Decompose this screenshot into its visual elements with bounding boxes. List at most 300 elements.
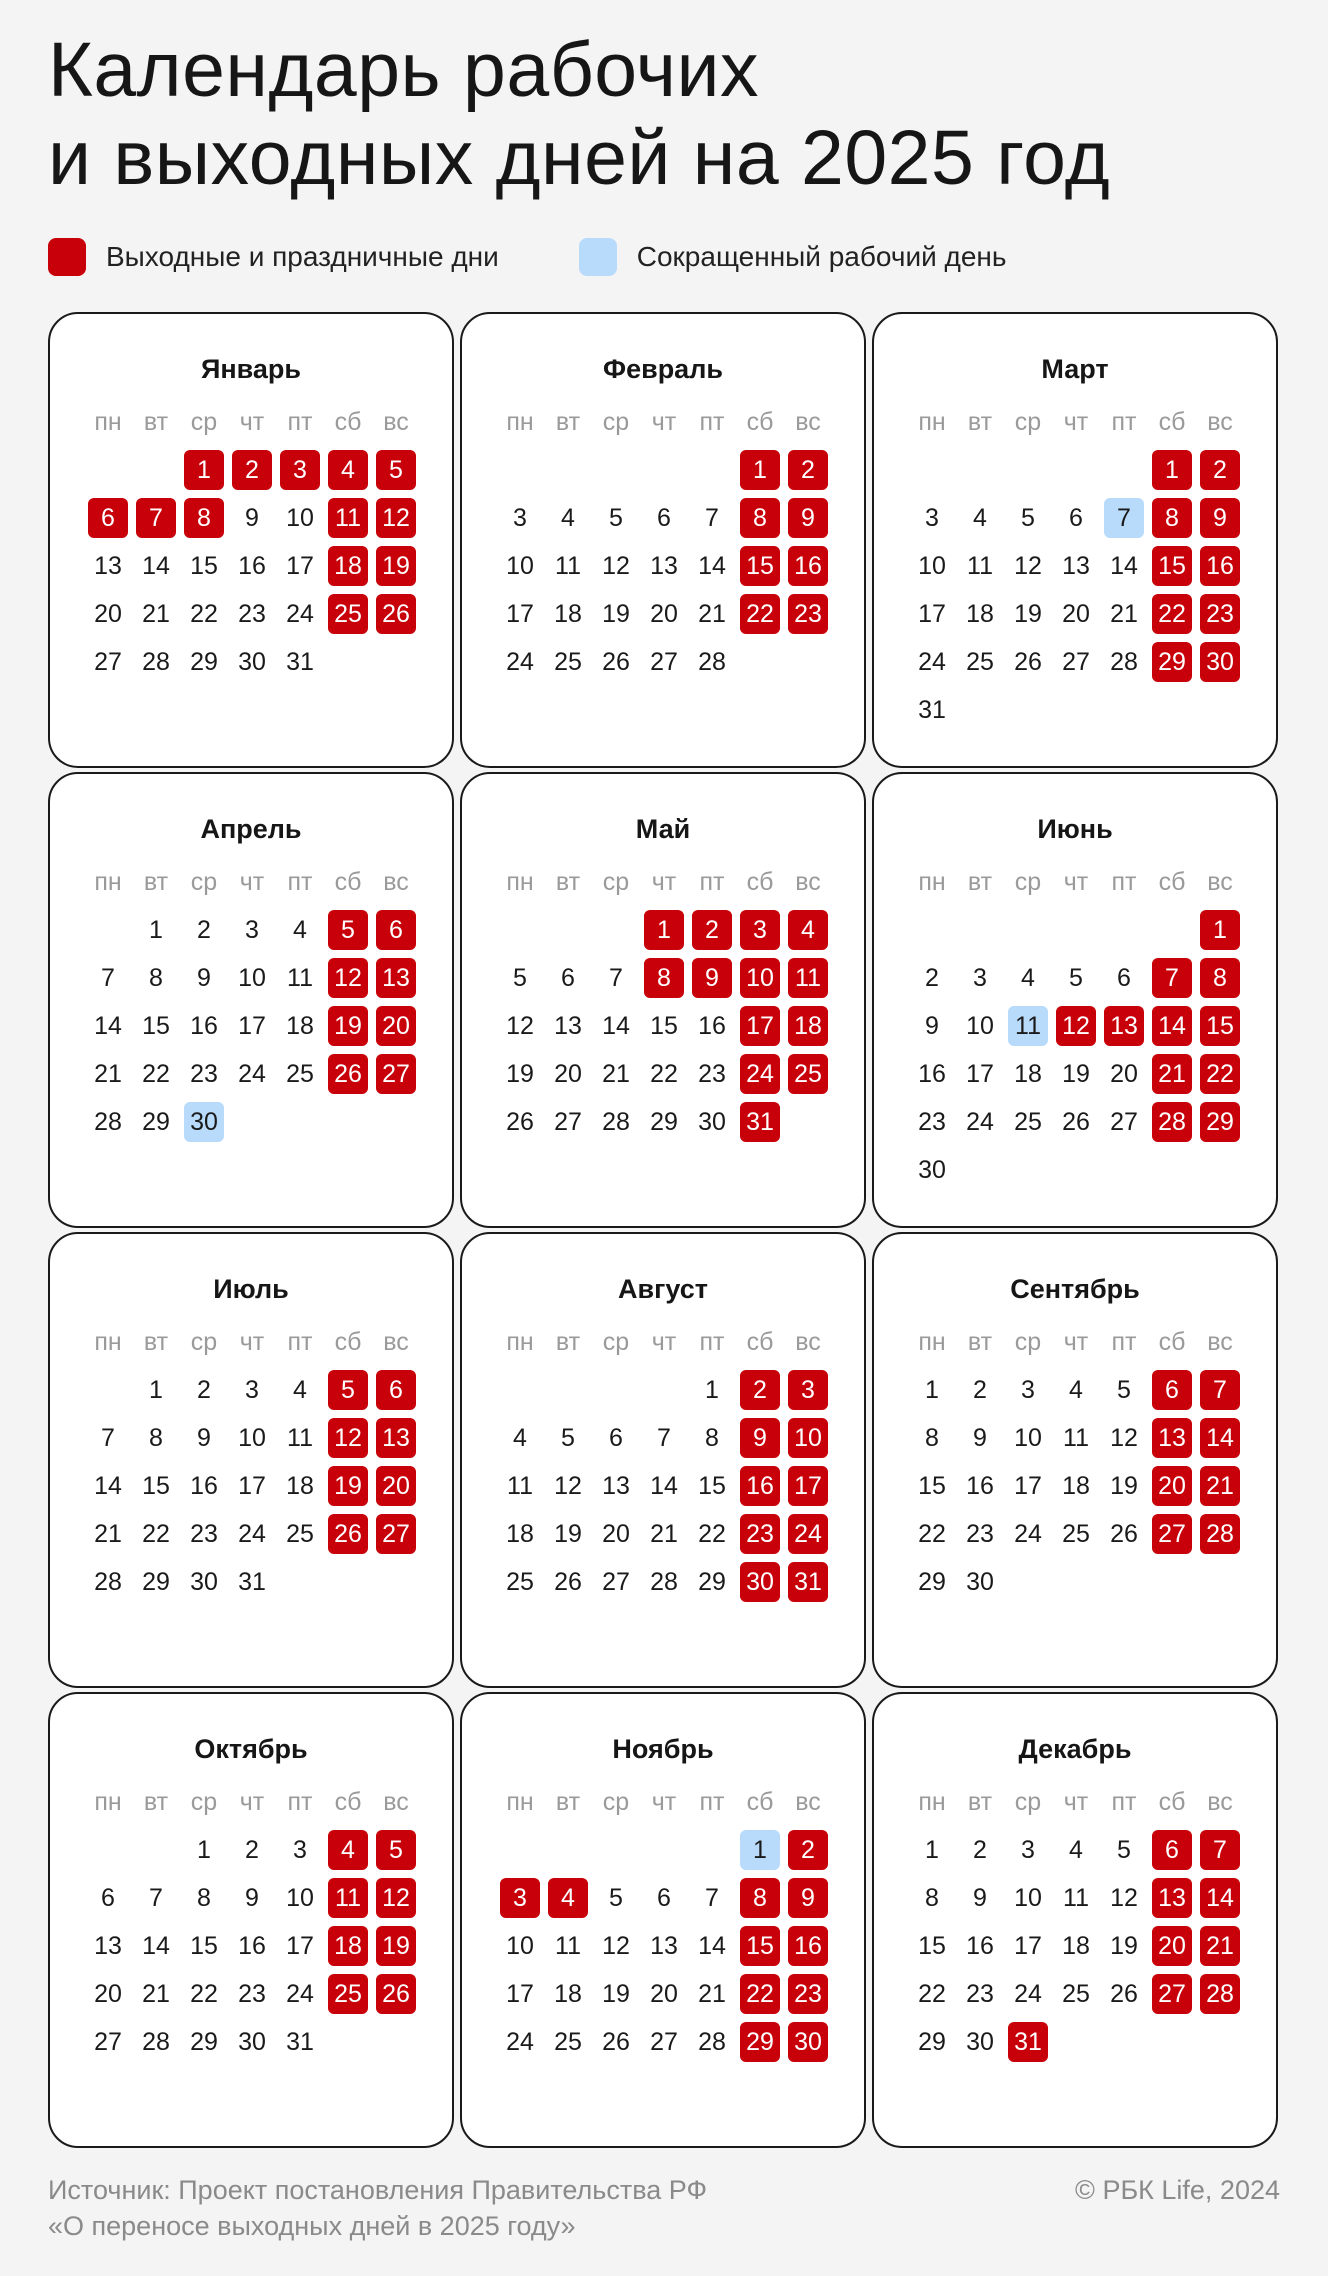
- day-number: 17: [286, 1932, 314, 1960]
- day-number: 17: [506, 600, 534, 628]
- holiday-day-cell: [324, 906, 372, 954]
- weekday-label: пн: [918, 1328, 946, 1356]
- day-cell: [688, 1002, 736, 1050]
- day-number: 7: [657, 1424, 671, 1452]
- day-number: 18: [554, 600, 582, 628]
- day-cell: [228, 1922, 276, 1970]
- holiday-day-cell: [1148, 1414, 1196, 1462]
- day-cell: [132, 1098, 180, 1146]
- day-cell: [84, 1414, 132, 1462]
- day-number: 5: [561, 1424, 575, 1452]
- day-cell: [228, 1510, 276, 1558]
- holiday-day-cell: [1148, 1874, 1196, 1922]
- empty-cell: [132, 1826, 180, 1874]
- day-number: 27: [554, 1108, 582, 1136]
- day-number: 30: [238, 2028, 266, 2056]
- title-line-2: и выходных дней на 2025 год: [48, 115, 1111, 201]
- day-cell: [228, 954, 276, 1002]
- empty-cell: [1100, 906, 1148, 954]
- day-number: 21: [94, 1520, 122, 1548]
- day-number: 22: [190, 600, 218, 628]
- day-number: 2: [925, 964, 939, 992]
- day-number: 5: [513, 964, 527, 992]
- day-cell: [592, 1510, 640, 1558]
- days-grid: [496, 398, 864, 686]
- holiday-day-cell: [736, 906, 784, 954]
- day-cell: [544, 1922, 592, 1970]
- day-cell: [956, 954, 1004, 1002]
- day-number: 30: [966, 2028, 994, 2056]
- day-number: 18: [328, 546, 368, 586]
- day-number: 29: [698, 1568, 726, 1596]
- day-cell: [640, 1922, 688, 1970]
- empty-cell: [1004, 906, 1052, 954]
- day-number: 24: [238, 1520, 266, 1548]
- day-number: 20: [376, 1006, 416, 1046]
- day-cell: [1100, 1366, 1148, 1414]
- day-number: 11: [967, 552, 993, 580]
- day-cell: [688, 1510, 736, 1558]
- day-cell: [592, 638, 640, 686]
- days-grid: [84, 1778, 452, 2066]
- day-number: 23: [918, 1108, 946, 1136]
- day-number: 25: [554, 648, 582, 676]
- holiday-day-cell: [736, 954, 784, 1002]
- day-number: 1: [1200, 910, 1240, 950]
- day-number: 5: [1117, 1376, 1131, 1404]
- day-cell: [180, 906, 228, 954]
- title-line-1: Календарь рабочих: [48, 27, 760, 113]
- day-cell: [544, 954, 592, 1002]
- day-number: 17: [966, 1060, 994, 1088]
- day-cell: [544, 1510, 592, 1558]
- day-cell: [592, 1462, 640, 1510]
- day-number: 15: [142, 1472, 170, 1500]
- holiday-day-cell: [372, 1414, 420, 1462]
- day-number: 24: [918, 648, 946, 676]
- day-cell: [1052, 1462, 1100, 1510]
- holiday-day-cell: [784, 1874, 832, 1922]
- day-number: 15: [1152, 546, 1192, 586]
- holiday-day-cell: [1148, 1922, 1196, 1970]
- day-number: 23: [740, 1514, 780, 1554]
- weekday-label: сб: [334, 1328, 362, 1356]
- month-name: Январь: [200, 354, 302, 384]
- holiday-day-cell: [1196, 1826, 1244, 1874]
- day-cell: [640, 1462, 688, 1510]
- day-number: 8: [149, 964, 163, 992]
- day-cell: [908, 1462, 956, 1510]
- short-day-cell: [1100, 494, 1148, 542]
- day-number: 27: [1062, 648, 1090, 676]
- day-cell: [84, 1558, 132, 1606]
- empty-cell: [496, 1366, 544, 1414]
- weekday-label: чт: [651, 1328, 677, 1356]
- day-number: 1: [925, 1836, 939, 1864]
- day-cell: [228, 2018, 276, 2066]
- day-number: 16: [190, 1472, 218, 1500]
- day-cell: [544, 542, 592, 590]
- holiday-day-cell: [1148, 494, 1196, 542]
- day-number: 9: [740, 1418, 780, 1458]
- holiday-day-cell: [784, 954, 832, 1002]
- day-cell: [544, 1098, 592, 1146]
- day-cell: [1052, 494, 1100, 542]
- day-number: 21: [142, 600, 170, 628]
- day-number: 23: [238, 1980, 266, 2008]
- day-cell: [956, 542, 1004, 590]
- day-number: 14: [1200, 1418, 1240, 1458]
- weekday-label: вт: [967, 1788, 993, 1816]
- day-number: 28: [94, 1568, 122, 1596]
- day-number: 28: [1200, 1514, 1240, 1554]
- day-number: 24: [238, 1060, 266, 1088]
- holiday-swatch: [48, 238, 86, 276]
- day-number: 31: [788, 1562, 828, 1602]
- day-cell: [544, 1414, 592, 1462]
- holiday-day-cell: [1196, 954, 1244, 1002]
- day-number: 16: [740, 1466, 780, 1506]
- day-number: 9: [197, 964, 211, 992]
- weekday-label: вт: [555, 408, 581, 436]
- day-number: 1: [644, 910, 684, 950]
- weekday-label: вт: [555, 1328, 581, 1356]
- holiday-day-cell: [784, 1922, 832, 1970]
- day-number: 21: [698, 1980, 726, 2008]
- day-number: 20: [602, 1520, 630, 1548]
- day-cell: [956, 1366, 1004, 1414]
- weekday-label: сб: [746, 868, 774, 896]
- day-number: 7: [101, 1424, 115, 1452]
- empty-cell: [956, 446, 1004, 494]
- weekday-label: сб: [334, 1788, 362, 1816]
- holiday-day-cell: [1148, 638, 1196, 686]
- month-name: Июль: [213, 1274, 289, 1304]
- day-number: 19: [328, 1006, 368, 1046]
- weekday-label: сб: [746, 408, 774, 436]
- day-number: 25: [286, 1520, 314, 1548]
- day-cell: [956, 1050, 1004, 1098]
- day-number: 3: [500, 1878, 540, 1918]
- holiday-day-cell: [324, 1510, 372, 1558]
- day-cell: [228, 542, 276, 590]
- day-number: 17: [740, 1006, 780, 1046]
- day-cell: [908, 1098, 956, 1146]
- weekday-label: ср: [190, 408, 218, 436]
- holiday-day-cell: [1196, 906, 1244, 954]
- day-cell: [132, 542, 180, 590]
- day-cell: [688, 1414, 736, 1462]
- weekday-label: пт: [699, 868, 725, 896]
- holiday-day-cell: [736, 494, 784, 542]
- month-card: [872, 312, 1278, 768]
- day-number: 4: [788, 910, 828, 950]
- day-number: 23: [698, 1060, 726, 1088]
- weekday-label: вс: [795, 1788, 821, 1816]
- day-number: 6: [609, 1424, 623, 1452]
- day-cell: [84, 2018, 132, 2066]
- day-number: 5: [1021, 504, 1035, 532]
- day-number: 14: [602, 1012, 630, 1040]
- day-number: 30: [190, 1568, 218, 1596]
- day-cell: [496, 494, 544, 542]
- day-number: 26: [554, 1568, 582, 1596]
- month-card: [48, 1692, 454, 2148]
- day-number: 13: [650, 1932, 678, 1960]
- empty-cell: [640, 1826, 688, 1874]
- day-cell: [496, 954, 544, 1002]
- day-cell: [544, 494, 592, 542]
- day-cell: [908, 542, 956, 590]
- day-number: 6: [561, 964, 575, 992]
- day-number: 28: [1200, 1974, 1240, 2014]
- holiday-day-cell: [736, 1874, 784, 1922]
- holiday-day-cell: [372, 590, 420, 638]
- day-cell: [640, 1002, 688, 1050]
- holiday-day-cell: [324, 1874, 372, 1922]
- month-name: Сентябрь: [1010, 1274, 1140, 1304]
- day-cell: [84, 954, 132, 1002]
- day-number: 15: [698, 1472, 726, 1500]
- day-number: 8: [149, 1424, 163, 1452]
- empty-cell: [908, 906, 956, 954]
- holiday-day-cell: [372, 446, 420, 494]
- day-cell: [956, 1510, 1004, 1558]
- day-number: 18: [1062, 1472, 1090, 1500]
- empty-cell: [84, 1366, 132, 1414]
- day-cell: [276, 1510, 324, 1558]
- day-number: 31: [918, 696, 946, 724]
- day-number: 14: [1200, 1878, 1240, 1918]
- day-number: 25: [788, 1054, 828, 1094]
- holiday-day-cell: [372, 1366, 420, 1414]
- day-number: 8: [197, 1884, 211, 1912]
- day-number: 10: [506, 552, 534, 580]
- day-cell: [276, 1366, 324, 1414]
- holiday-day-cell: [1148, 542, 1196, 590]
- holiday-day-cell: [324, 542, 372, 590]
- day-number: 22: [918, 1520, 946, 1548]
- day-number: 25: [1014, 1108, 1042, 1136]
- weekday-label: вс: [1207, 868, 1233, 896]
- day-number: 26: [506, 1108, 534, 1136]
- weekday-label: пн: [506, 1328, 534, 1356]
- day-number: 27: [1152, 1974, 1192, 2014]
- empty-cell: [84, 906, 132, 954]
- day-number: 30: [238, 648, 266, 676]
- day-number: 10: [1014, 1884, 1042, 1912]
- day-cell: [640, 638, 688, 686]
- day-number: 29: [142, 1568, 170, 1596]
- day-cell: [180, 590, 228, 638]
- day-number: 26: [328, 1054, 368, 1094]
- holiday-day-cell: [784, 590, 832, 638]
- day-cell: [228, 1970, 276, 2018]
- days-grid: [84, 858, 452, 1146]
- holiday-day-cell: [1196, 494, 1244, 542]
- day-number: 2: [1200, 450, 1240, 490]
- day-cell: [496, 2018, 544, 2066]
- day-number: 14: [142, 552, 170, 580]
- day-cell: [688, 1050, 736, 1098]
- day-number: 23: [966, 1980, 994, 2008]
- day-cell: [228, 1558, 276, 1606]
- day-number: 29: [190, 648, 218, 676]
- day-cell: [1052, 1826, 1100, 1874]
- holiday-day-cell: [1148, 954, 1196, 1002]
- day-number: 11: [287, 1424, 313, 1452]
- day-number: 31: [286, 648, 314, 676]
- day-number: 15: [918, 1472, 946, 1500]
- holiday-day-cell: [496, 1874, 544, 1922]
- empty-cell: [544, 446, 592, 494]
- holiday-day-cell: [372, 542, 420, 590]
- holiday-day-cell: [1100, 1002, 1148, 1050]
- day-number: 26: [328, 1514, 368, 1554]
- day-cell: [956, 1970, 1004, 2018]
- day-cell: [180, 954, 228, 1002]
- day-number: 8: [740, 498, 780, 538]
- day-number: 12: [376, 498, 416, 538]
- day-number: 5: [1117, 1836, 1131, 1864]
- empty-cell: [688, 446, 736, 494]
- day-number: 27: [650, 2028, 678, 2056]
- month-card: [460, 1232, 866, 1688]
- day-number: 9: [973, 1424, 987, 1452]
- weekday-label: чт: [239, 1328, 265, 1356]
- day-number: 18: [328, 1926, 368, 1966]
- month-name: Май: [635, 814, 691, 844]
- day-number: 29: [142, 1108, 170, 1136]
- weekday-label: вт: [143, 1788, 169, 1816]
- day-number: 26: [602, 648, 630, 676]
- day-number: 11: [788, 958, 828, 998]
- day-number: 19: [376, 546, 416, 586]
- day-number: 26: [376, 1974, 416, 2014]
- day-cell: [276, 494, 324, 542]
- day-number: 28: [1110, 648, 1138, 676]
- day-number: 23: [788, 1974, 828, 2014]
- day-cell: [956, 1922, 1004, 1970]
- source-line-2: «О переносе выходных дней в 2025 году»: [48, 2211, 576, 2241]
- day-cell: [1004, 1874, 1052, 1922]
- day-number: 21: [1200, 1466, 1240, 1506]
- day-number: 1: [925, 1376, 939, 1404]
- holiday-day-cell: [372, 1050, 420, 1098]
- day-number: 6: [1152, 1370, 1192, 1410]
- day-cell: [84, 1002, 132, 1050]
- day-cell: [592, 1098, 640, 1146]
- day-cell: [908, 1050, 956, 1098]
- holiday-day-cell: [736, 1414, 784, 1462]
- legend-holiday-label: Выходные и праздничные дни: [106, 241, 499, 272]
- day-cell: [1052, 590, 1100, 638]
- holiday-day-cell: [784, 494, 832, 542]
- day-number: 1: [197, 1836, 211, 1864]
- day-cell: [496, 1050, 544, 1098]
- day-number: 9: [245, 1884, 259, 1912]
- weekday-label: чт: [239, 1788, 265, 1816]
- day-number: 2: [197, 1376, 211, 1404]
- day-number: 15: [918, 1932, 946, 1960]
- legend-short-label: Сокращенный рабочий день: [636, 241, 1007, 272]
- day-cell: [1100, 1414, 1148, 1462]
- day-number: 17: [918, 600, 946, 628]
- day-number: 3: [740, 910, 780, 950]
- day-cell: [592, 1970, 640, 2018]
- day-number: 16: [190, 1012, 218, 1040]
- day-number: 19: [506, 1060, 534, 1088]
- holiday-day-cell: [784, 1826, 832, 1874]
- page-title: [48, 26, 1110, 202]
- day-number: 11: [555, 552, 581, 580]
- weekday-label: вт: [143, 408, 169, 436]
- day-cell: [180, 1414, 228, 1462]
- day-number: 22: [142, 1520, 170, 1548]
- holiday-day-cell: [1148, 1970, 1196, 2018]
- day-number: 10: [286, 1884, 314, 1912]
- day-number: 16: [1200, 546, 1240, 586]
- day-number: 24: [286, 600, 314, 628]
- holiday-day-cell: [784, 2018, 832, 2066]
- weekday-label: вт: [143, 868, 169, 896]
- day-number: 14: [94, 1012, 122, 1040]
- day-number: 8: [184, 498, 224, 538]
- holiday-day-cell: [132, 494, 180, 542]
- day-number: 3: [1021, 1836, 1035, 1864]
- day-number: 11: [555, 1932, 581, 1960]
- day-cell: [276, 1002, 324, 1050]
- weekday-label: вс: [1207, 1328, 1233, 1356]
- holiday-day-cell: [1196, 1050, 1244, 1098]
- day-number: 12: [328, 1418, 368, 1458]
- calendar-grid: [48, 312, 1278, 2148]
- day-number: 12: [602, 552, 630, 580]
- day-number: 1: [149, 1376, 163, 1404]
- day-cell: [544, 1558, 592, 1606]
- day-number: 21: [1152, 1054, 1192, 1094]
- weekday-label: ср: [190, 1788, 218, 1816]
- day-cell: [132, 1462, 180, 1510]
- day-number: 22: [1152, 594, 1192, 634]
- day-number: 19: [1110, 1472, 1138, 1500]
- holiday-day-cell: [372, 906, 420, 954]
- day-number: 18: [506, 1520, 534, 1548]
- day-number: 22: [740, 594, 780, 634]
- day-cell: [228, 590, 276, 638]
- holiday-day-cell: [736, 2018, 784, 2066]
- day-number: 30: [1200, 642, 1240, 682]
- weekday-label: вс: [795, 408, 821, 436]
- holiday-day-cell: [1148, 1510, 1196, 1558]
- holiday-day-cell: [1148, 1462, 1196, 1510]
- day-number: 16: [238, 552, 266, 580]
- day-cell: [276, 954, 324, 1002]
- day-number: 15: [650, 1012, 678, 1040]
- empty-cell: [1052, 906, 1100, 954]
- weekday-label: пн: [94, 868, 122, 896]
- day-number: 11: [1063, 1424, 1089, 1452]
- weekday-label: вт: [967, 1328, 993, 1356]
- day-cell: [1004, 1922, 1052, 1970]
- day-number: 8: [705, 1424, 719, 1452]
- short-day-swatch: [579, 238, 617, 276]
- day-cell: [1052, 1366, 1100, 1414]
- day-cell: [1004, 1366, 1052, 1414]
- day-cell: [1052, 1050, 1100, 1098]
- day-cell: [688, 2018, 736, 2066]
- day-number: 20: [650, 600, 678, 628]
